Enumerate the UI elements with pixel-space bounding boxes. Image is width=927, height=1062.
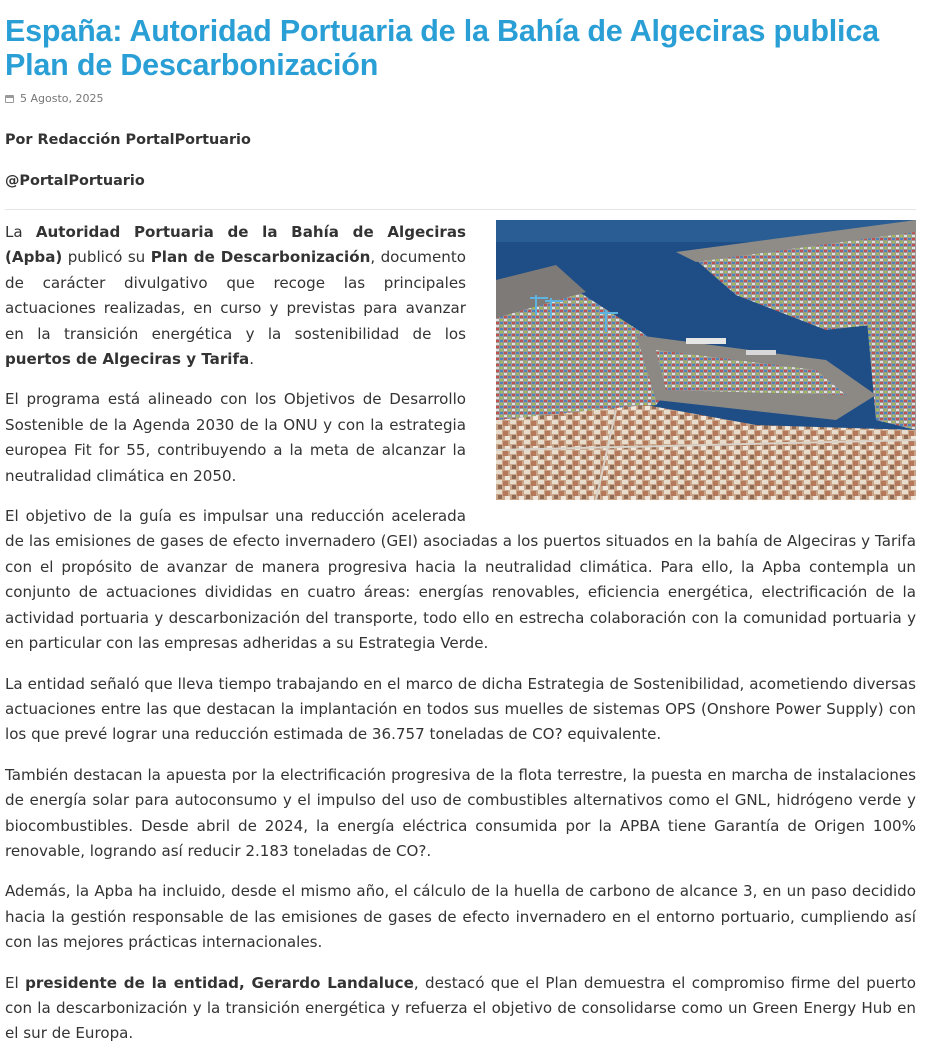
article-meta: [5, 92, 916, 105]
publish-date: 5 Agosto, 2025: [20, 92, 104, 105]
divider: [5, 209, 916, 210]
plan-name: Plan de Descarbonización: [150, 248, 371, 267]
paragraph-7: El presidente de la entidad, Gerardo Landaluce, destacó que el Plan demuestra el compromiso firme del puerto con la descarbonización y la transición energética y refuerza el objetivo de consolidarse como un Green Energy Hub en el sur de Europa.: [5, 973, 916, 1043]
paragraph-2: El programa está alineado con los Objetivos de Desarrollo Sostenible de la Agenda 2030 de la ONU y con la estrategia europea Fit for 55, contribuyendo a la meta de alcanzar la neutralidad climática en 2050.: [5, 390, 466, 485]
paragraph-4: La entidad señaló que lleva tiempo trabajando en el marco de dicha Estrategia de Sostenibilidad, acometiendo diversas actuaciones entre las que destacan la implantación en todos sus muelles de sistemas OPS (Onshore Power Supply) con los que prevé lograr una reducción estimada de 36.757 toneladas de CO? equivalente.: [5, 674, 916, 744]
port-aerial-photo-icon: [496, 220, 916, 500]
calendar-icon: [5, 95, 14, 103]
paragraph-6: Además, la Apba ha incluido, desde el mismo año, el cálculo de la huella de carbono de alcance 3, en un paso decidido hacia la gestión responsable de las emisiones de gases de efecto invernadero en el entorno portuario, cumpliendo así con las mejores prácticas internacionales.: [5, 882, 916, 952]
port-aerial-photo: [496, 220, 916, 500]
social-handle[interactable]: @PortalPortuario: [5, 173, 145, 189]
byline: Por Redacción PortalPortuario: [5, 132, 251, 148]
ports-name: puertos de Algeciras y Tarifa: [5, 350, 250, 369]
paragraph-1: La Autoridad Portuaria de la Bahía de Algeciras (Apba) publicó su Plan de Descarbonización, documento de carácter divulgativo que recoge las principales actuaciones realizadas, en curso y previstas para avanzar en la transición energética y la sostenibilidad de los puertos de Algeciras y Tarifa.: [5, 223, 466, 369]
article: [5, 14, 916, 1062]
paragraph-3: El objetivo de la guía es impulsar una reducción acelerada de las emisiones de gases de efecto invernadero (GEI) asociadas a los puertos situados en la bahía de Algeciras y Tarifa con el propósito de avanzar de manera progresiva hacia la neutralidad climática. Para ello, la Apba contempla un conjunto de actuaciones divididas en cuatro áreas: energías renovables, eficiencia energética, electrificación de la actividad portuaria y descarbonización del transporte, todo ello en estrecha colaboración con la comunidad portuaria y en particular con las empresas adheridas a su Estrategia Verde.: [5, 507, 916, 653]
article-title: España: Autoridad Portuaria de la Bahía de Algeciras publica Plan de Descarbonización: [5, 14, 879, 82]
apba-name: Autoridad Portuaria de la Bahía de Algeciras (Apba): [5, 223, 466, 267]
president-name: presidente de la entidad, Gerardo Landaluce: [25, 973, 414, 992]
article-body: [5, 220, 916, 1047]
paragraph-5: También destacan la apuesta por la electrificación progresiva de la flota terrestre, la puesta en marcha de instalaciones de energía solar para autoconsumo y el impulso del uso de combustibles alternativos como el GNL, hidrógeno verde y biocombustibles. Desde abril de 2024, la energía eléctrica consumida por la APBA tiene Garantía de Origen 100% renovable, logrando así reducir 2.183 toneladas de CO?.: [5, 765, 916, 860]
